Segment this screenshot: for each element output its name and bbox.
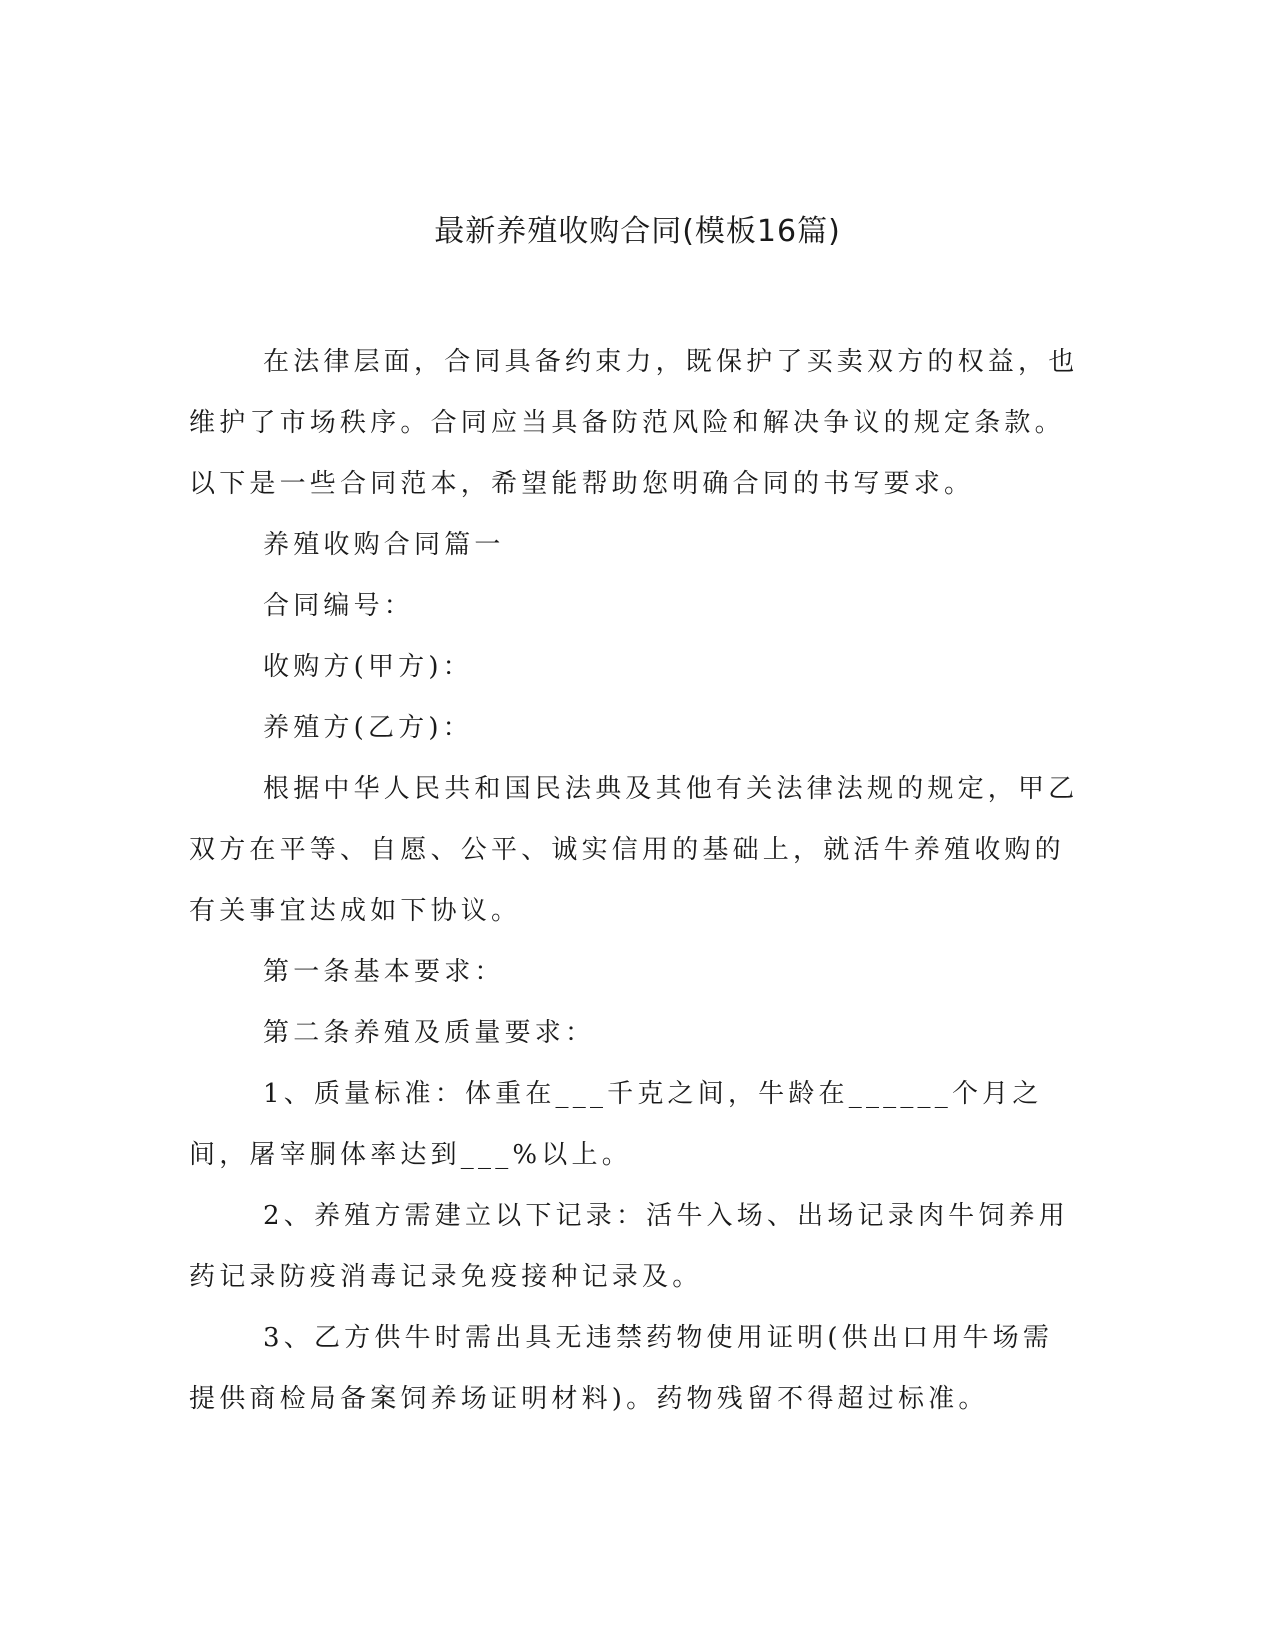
intro-paragraph: 在法律层面，合同具备约束力，既保护了买卖双方的权益，也维护了市场秩序。合同应当具备防范风险和解决争议的规定条款。以下是一些合同范本，希望能帮助您明确合同的书写要求。 — [189, 347, 1079, 499]
clause-quality-standard: 1、质量标准：体重在___千克之间，牛龄在______个月之间，屠宰胴体率达到___%以上。 — [189, 1079, 1043, 1170]
buyer-party-line: 收购方(甲方)： — [263, 652, 473, 682]
contract-number-line: 合同编号： — [263, 591, 415, 621]
section-heading: 养殖收购合同篇一 — [263, 530, 505, 560]
agreement-basis-paragraph: 根据中华人民共和国民法典及其他有关法律法规的规定，甲乙双方在平等、自愿、公平、诚实信用的基础上，就活牛养殖收购的有关事宜达成如下协议。 — [189, 774, 1079, 926]
breeder-party-line: 养殖方(乙方)： — [263, 713, 473, 743]
document-body — [189, 332, 1079, 1430]
document-title: 最新养殖收购合同(模板16篇) — [434, 214, 841, 249]
clause-drug-certificate: 3、乙方供牛时需出具无违禁药物使用证明(供出口用牛场需提供商检局备案饲养场证明材料)。药物残留不得超过标准。 — [189, 1323, 1054, 1414]
article-one-heading: 第一条基本要求： — [263, 957, 505, 987]
clause-records: 2、养殖方需建立以下记录：活牛入场、出场记录肉牛饲养用药记录防疫消毒记录免疫接种记录及。 — [189, 1201, 1069, 1292]
article-two-heading: 第二条养殖及质量要求： — [263, 1018, 596, 1048]
